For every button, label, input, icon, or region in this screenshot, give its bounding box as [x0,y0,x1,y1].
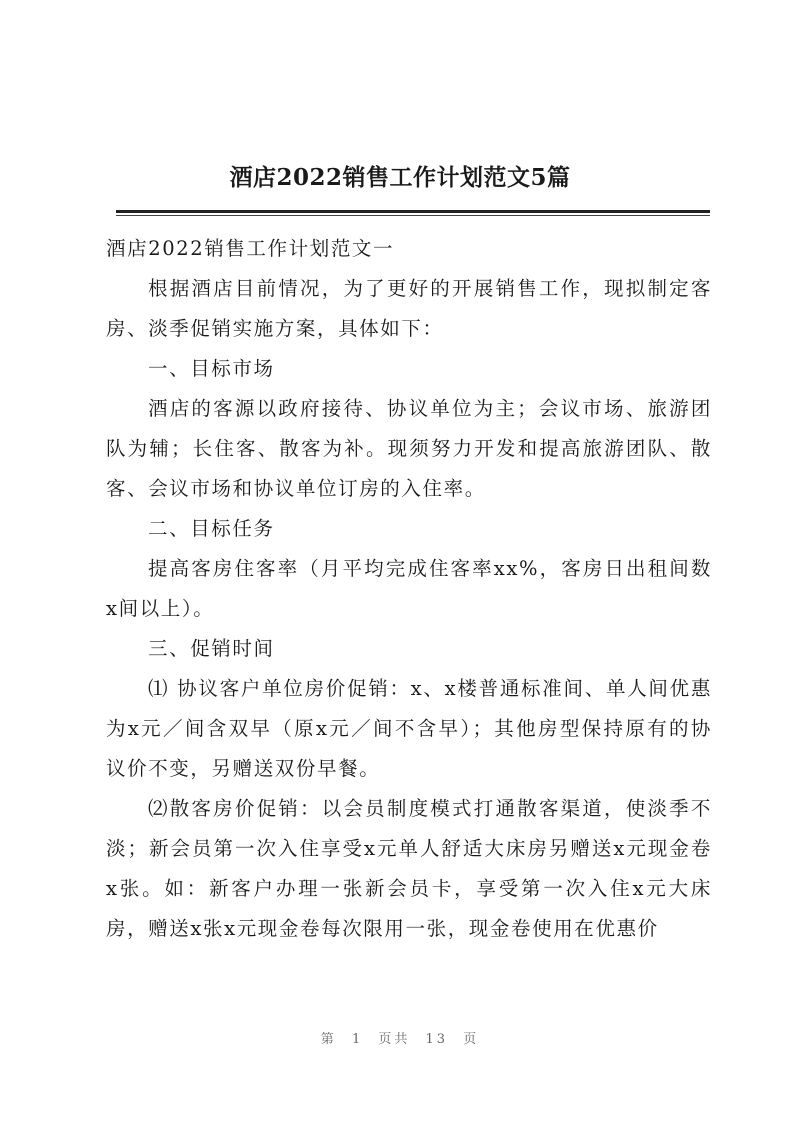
footer-current-page: 1 [351,1032,364,1047]
footer-total-pages: 13 [425,1032,449,1047]
heading-target-task: 二、目标任务 [148,517,275,540]
section-title: 酒店2022销售工作计划范文一 [106,237,395,260]
paragraph-promotion-1: ⑴ 协议客户单位房价促销：x、x楼普通标准间、单人间优惠为x元／间含双早（原x元／间不含早）；其他房型保持原有的协议价不变，另赠送双份早餐。 [106,677,712,780]
title-rule-thick [116,210,710,213]
document-title: 酒店2022销售工作计划范文5篇 [229,164,571,191]
page-footer [0,1030,800,1050]
paragraph-target-market: 酒店的客源以政府接待、协议单位为主；会议市场、旅游团队为辅；长住客、散客为补。现须努力开发和提高旅游团队、散客、会议市场和协议单位订房的入住率。 [106,397,712,500]
footer-label-pages: 页 [463,1032,480,1047]
paragraph-target-task: 提高客房住客率（月平均完成住客率xx%，客房日出租间数x间以上）。 [106,557,712,620]
heading-promotion-time: 三、促销时间 [148,637,275,660]
heading-target-market: 一、目标市场 [148,357,275,380]
title-rule-thin [116,215,710,216]
paragraph-intro: 根据酒店目前情况，为了更好的开展销售工作，现拟制定客房、淡季促销实施方案，具体如下： [106,277,712,340]
document-body [106,229,712,949]
footer-label-of: 页共 [378,1032,411,1047]
footer-label-page: 第 [320,1032,337,1047]
paragraph-promotion-2: ⑵散客房价促销：以会员制度模式打通散客渠道，使淡季不淡；新会员第一次入住享受x元单人舒适大床房另赠送x元现金卷x张。如：新客户办理一张新会员卡，享受第一次入住x元大床房，赠送x张x元现金卷每次限用一张，现金卷使用在优惠价 [106,797,712,940]
